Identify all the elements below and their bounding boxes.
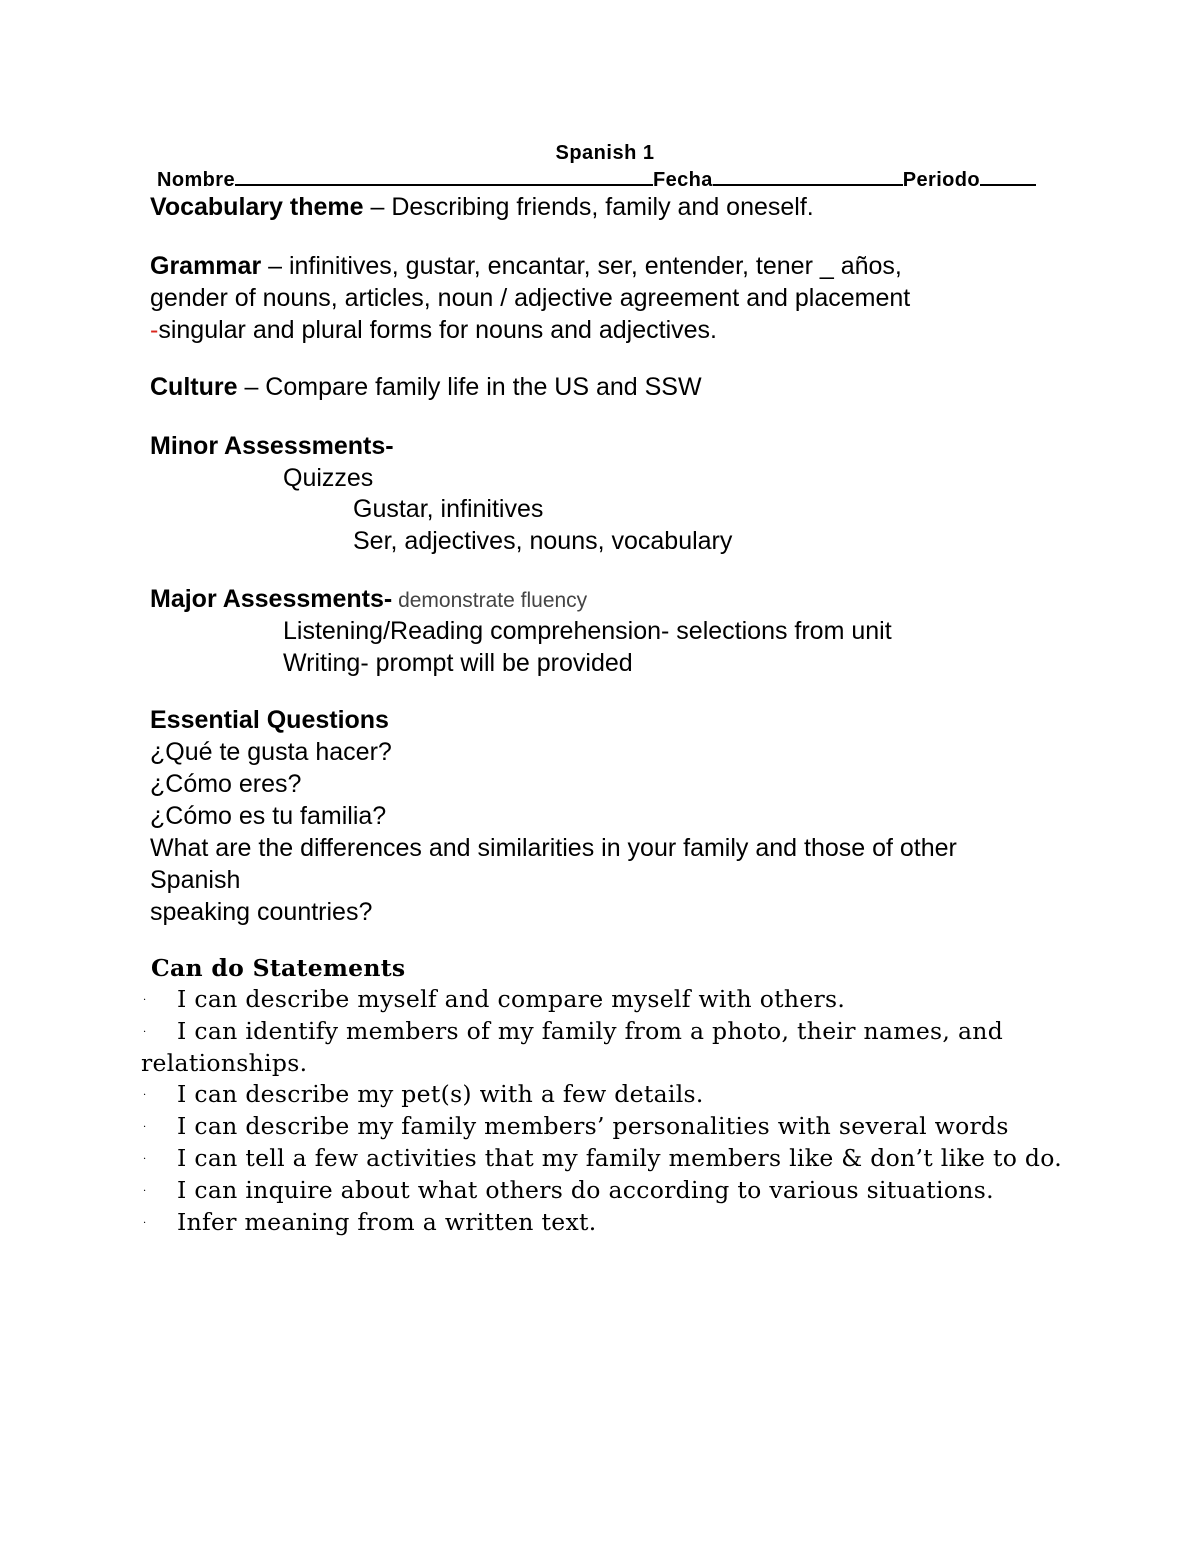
essential-question: What are the differences and similarities in your family and those of other — [150, 834, 957, 862]
can-do-text: Infer meaning from a written text. — [177, 1208, 597, 1236]
bullet-icon: · — [143, 995, 147, 1006]
periodo-blank — [980, 168, 1036, 186]
bullet-icon: · — [143, 1090, 147, 1101]
grammar-line-2: gender of nouns, articles, noun / adjective agreement and placement — [150, 284, 911, 312]
major-assessments-heading — [150, 583, 587, 617]
can-do-text: I can describe myself and compare myself with others. — [177, 985, 846, 1013]
quizzes-label: Quizzes — [283, 464, 374, 492]
bullet-icon: · — [143, 1218, 147, 1229]
quiz-item: Ser, adjectives, nouns, vocabulary — [353, 527, 733, 555]
list-item-wrap: relationships. — [141, 1049, 308, 1077]
grammar-line-1 — [150, 250, 910, 282]
grammar-section — [150, 250, 910, 346]
can-do-text: I can describe my family members’ personalities with several words — [177, 1112, 1009, 1140]
culture-label: Culture — [150, 373, 238, 401]
list-item — [141, 1207, 1062, 1239]
can-do-text: I can describe my pet(s) with a few details. — [177, 1080, 704, 1108]
essential-questions — [150, 704, 957, 928]
grammar-line-3 — [150, 314, 910, 346]
vocabulary-theme — [150, 191, 814, 223]
essential-question: ¿Cómo es tu familia? — [150, 802, 387, 830]
student-info-line — [157, 168, 1036, 192]
list-item — [141, 1175, 1062, 1207]
major-assessments-label: Major Assessments- — [150, 585, 393, 613]
vocabulary-label: Vocabulary theme — [150, 193, 364, 221]
vocabulary-text: Describing friends, family and oneself. — [391, 193, 814, 221]
grammar-marker: - — [150, 316, 159, 344]
bullet-icon: · — [143, 1027, 147, 1038]
grammar-label: Grammar — [150, 252, 262, 280]
fecha-label: Fecha — [652, 169, 713, 191]
essential-question-wrap: speaking countries? — [150, 898, 373, 926]
major-item: Writing- prompt will be provided — [283, 649, 633, 677]
list-item — [141, 1016, 1062, 1048]
bullet-icon: · — [143, 1186, 147, 1197]
essential-question: ¿Cómo eres? — [150, 770, 302, 798]
vocabulary-dash: – — [363, 193, 392, 221]
grammar-text-3: singular and plural forms for nouns and adjectives. — [158, 316, 717, 344]
culture-text: Compare family life in the US and SSW — [265, 373, 702, 401]
can-do-label: Can do Statements — [151, 954, 406, 982]
can-do-text: I can inquire about what others do according to various situations. — [177, 1176, 994, 1204]
essential-question-wrap: Spanish — [150, 866, 241, 894]
culture-dash: – — [237, 373, 266, 401]
list-item — [141, 1143, 1062, 1175]
bullet-icon: · — [143, 1154, 147, 1165]
grammar-text-1: infinitives, gustar, encantar, ser, entender, tener _ años, — [288, 252, 902, 280]
minor-assessments-label: Minor Assessments- — [150, 432, 394, 460]
list-item — [141, 1111, 1062, 1143]
list-item — [141, 1079, 1062, 1111]
culture-section — [150, 371, 702, 403]
fecha-blank — [713, 168, 903, 186]
course-title: Spanish 1 — [555, 142, 655, 164]
can-do-text: I can tell a few activities that my family members like & don’t like to do. — [177, 1144, 1063, 1172]
bullet-icon: · — [143, 1122, 147, 1133]
essential-question: ¿Qué te gusta hacer? — [150, 738, 392, 766]
grammar-dash: – — [261, 252, 289, 280]
can-do-list — [141, 984, 1062, 1239]
nombre-label: Nombre — [157, 169, 235, 191]
quiz-item: Gustar, infinitives — [353, 495, 544, 523]
nombre-blank — [235, 168, 653, 186]
list-item — [141, 984, 1062, 1016]
major-assessments-note: demonstrate fluency — [392, 589, 588, 612]
periodo-label: Periodo — [902, 169, 981, 191]
can-do-text: I can identify members of my family from a photo, their names, and — [177, 1017, 1004, 1045]
major-item: Listening/Reading comprehension- selections from unit — [283, 617, 892, 645]
essential-questions-label: Essential Questions — [150, 706, 389, 734]
